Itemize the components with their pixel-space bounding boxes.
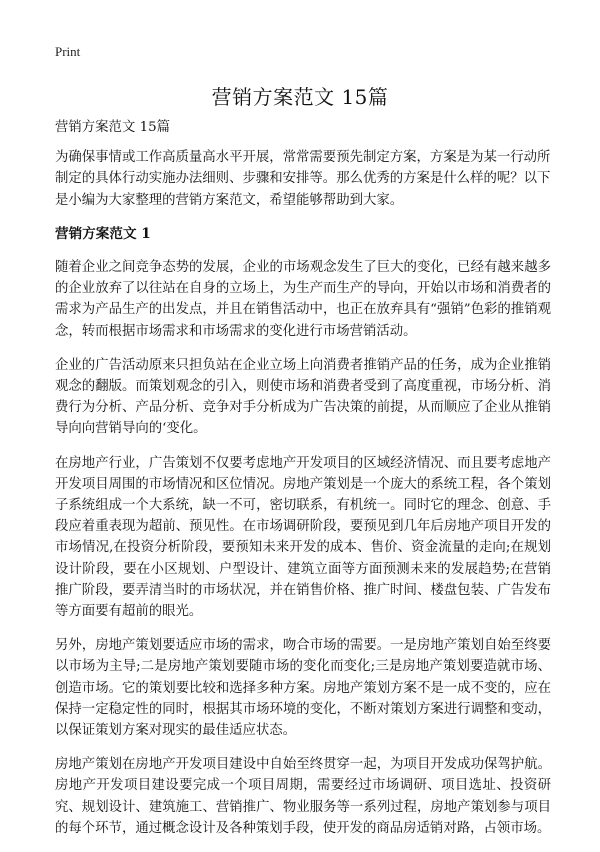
article-subtitle: 营销方案范文 15篇 [55, 120, 171, 135]
body-paragraph-2: 企业的广告活动原来只担负站在企业立场上向消费者推销产品的任务，成为企业推销观念的翻版。而策划观念的引入，则使市场和消费者受到了高度重视，市场分析、消费行为分析、产品分析、竞争对手分析成为广告决策的前提，从而顺应了企业从推销导向向营销导向的‘变化。 [55, 357, 551, 437]
article-body [55, 117, 551, 852]
body-paragraph-4: 另外，房地产策划要适应市场的需求，吻合市场的需要。一是房地产策划自始至终要以市场为主导;二是房地产策划要随市场的变化而变化;三是房地产策划要造就市场、创造市场。它的策划要比较和选择多种方案。房地产策划方案不是一成不变的，应在保持一定稳定性的同时，根据其市场环境的变化，不断对策划方案进行调整和变动，以保证策划方案对现实的最佳适应状态。 [55, 638, 551, 739]
body-paragraph-3: 在房地产行业，广告策划不仅要考虑地产开发项目的区域经济情况、而且要考虑地产开发项目周围的市场情况和区位情况。房地产策划是一个庞大的系统工程，各个策划子系统组成一个大系统，缺一不可，密切联系，有机统一。同时它的理念、创意、手段应着重表现为超前、预见性。在市场调研阶段，要预见到几年后房地产项目开发的市场情况,在投资分析阶段，要预知未来开发的成本、售价、资金流量的走向;在规划设计阶段，要在小区规划、户型设计、建筑立面等方面预测未来的发展趋势;在营销推广阶段，要弄清当时的市场状况，并在销售价格、推广时间、楼盘包装、广告发布等方面要有超前的眼光。 [55, 455, 551, 620]
section-heading: 营销方案范文 1 [55, 225, 151, 242]
body-paragraph-5: 房地产策划在房地产开发项目建设中自始至终贯穿一起，为项目开发成功保驾护航。房地产开发项目建设要完成一个项目周期，需要经过市场调研、项目选址、投资研究、规划设计、建筑施工、营销推广、物业服务等一系列过程，房地产策划参与项目的每个环节，通过概念设计及各种策划手段，使开发的商品房适销对路，占领市场。 [55, 757, 551, 836]
page-title: 营销方案范文 15篇 [211, 85, 389, 109]
print-link[interactable]: Print [55, 44, 81, 59]
intro-paragraph: 为确保事情或工作高质量高水平开展，常常需要预先制定方案，方案是为某一行动所制定的具体行动实施办法细则、步骤和安排等。那么优秀的方案是什么样的呢？以下是小编为大家整理的营销方案范文，希望能够帮助到大家。 [55, 150, 551, 208]
body-paragraph-1: 随着企业之间竞争态势的发展，企业的市场观念发生了巨大的变化，已经有越来越多的企业放弃了以往站在自身的立场上，为生产而生产的导向，开始以市场和消费者的需求为产品生产的出发点，并且在销售活动中，也正在放弃具有“强销”色彩的推销观念，转而根据市场需求和市场需求的变化进行市场营销活动。 [55, 260, 551, 339]
